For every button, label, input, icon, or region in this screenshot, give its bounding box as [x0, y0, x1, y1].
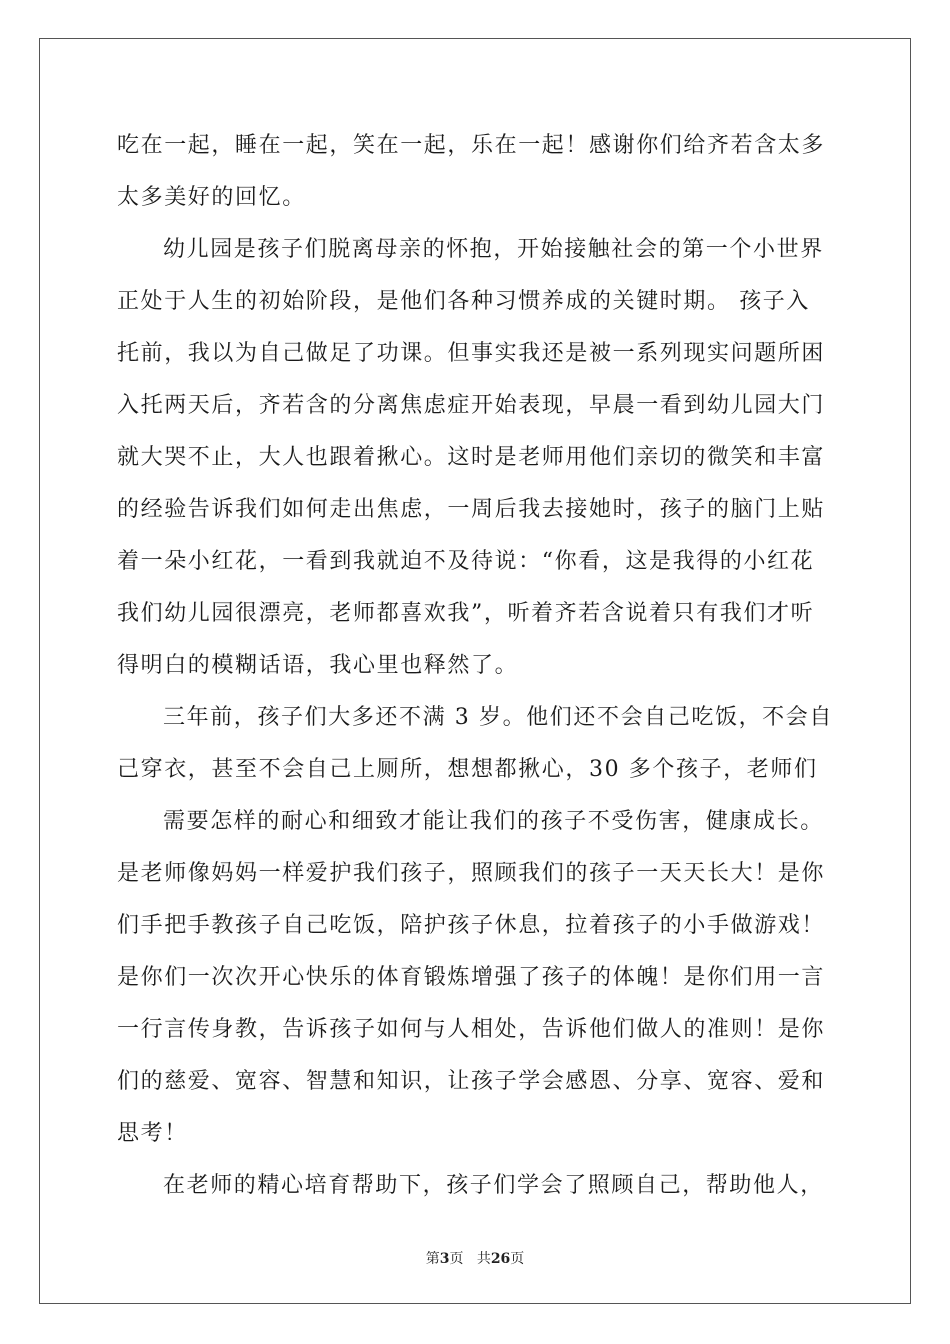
- text-line: 我们幼儿园很漂亮，老师都喜欢我”，听着齐若含说着只有我们才听: [117, 601, 815, 626]
- text-line: 幼儿园是孩子们脱离母亲的怀抱，开始接触社会的第一个小世界: [163, 237, 824, 262]
- text-line: 吃在一起，睡在一起，笑在一起，乐在一起！感谢你们给齐若含太多: [117, 133, 826, 158]
- text-line: 是老师像妈妈一样爱护我们孩子，照顾我们的孩子一天天长大！是你: [117, 861, 826, 886]
- text-line: 着一朵小红花，一看到我就迫不及待说：“你看，这是我得的小红花: [117, 549, 815, 574]
- text-line: 己穿衣，甚至不会自己上厕所，想想都揪心，30 多个孩子，老师们: [117, 757, 818, 782]
- text-line: 入托两天后，齐若含的分离焦虑症开始表现，早晨一看到幼儿园大门: [117, 393, 826, 418]
- text-line: 就大哭不止，大人也跟着揪心。这时是老师用他们亲切的微笑和丰富: [117, 445, 826, 470]
- text-line: 得明白的模糊话语，我心里也释然了。: [117, 653, 519, 678]
- total-pages-suffix: 页: [510, 1251, 525, 1267]
- text-line: 三年前，孩子们大多还不满 3 岁。他们还不会自己吃饭，不会自: [163, 705, 833, 730]
- paragraph: [117, 698, 833, 802]
- paragraph: [117, 126, 833, 230]
- page-number-suffix: 页: [449, 1251, 464, 1267]
- text-line: 需要怎样的耐心和细致才能让我们的孩子不受伤害，健康成长。: [163, 809, 824, 834]
- text-line: 在老师的精心培育帮助下，孩子们学会了照顾自己，帮助他人，: [163, 1173, 824, 1198]
- text-line: 思考！: [117, 1121, 188, 1146]
- paragraph: [117, 230, 833, 698]
- text-line: 一行言传身教，告诉孩子如何与人相处，告诉他们做人的准则！是你: [117, 1017, 826, 1042]
- page-footer: [0, 1248, 950, 1268]
- paragraph: [117, 1166, 833, 1218]
- text-line: 们的慈爱、宽容、智慧和知识，让孩子学会感恩、分享、宽容、爱和: [117, 1069, 826, 1094]
- current-page-number: 3: [439, 1251, 450, 1267]
- text-line: 们手把手教孩子自己吃饭，陪护孩子休息，拉着孩子的小手做游戏！: [117, 913, 826, 938]
- text-line: 托前，我以为自己做足了功课。但事实我还是被一系列现实问题所困: [117, 341, 826, 366]
- text-line: 正处于人生的初始阶段，是他们各种习惯养成的关键时期。 孩子入: [117, 289, 810, 314]
- total-page-count: 26: [490, 1251, 511, 1267]
- page-number-prefix: 第: [425, 1251, 440, 1267]
- total-pages-prefix: 共: [476, 1251, 491, 1267]
- document-body: [117, 126, 833, 1218]
- text-line: 是你们一次次开心快乐的体育锻炼增强了孩子的体魄！是你们用一言: [117, 965, 826, 990]
- text-line: 的经验告诉我们如何走出焦虑，一周后我去接她时，孩子的脑门上贴: [117, 497, 826, 522]
- paragraph: [117, 802, 833, 1166]
- text-line: 太多美好的回忆。: [117, 185, 306, 210]
